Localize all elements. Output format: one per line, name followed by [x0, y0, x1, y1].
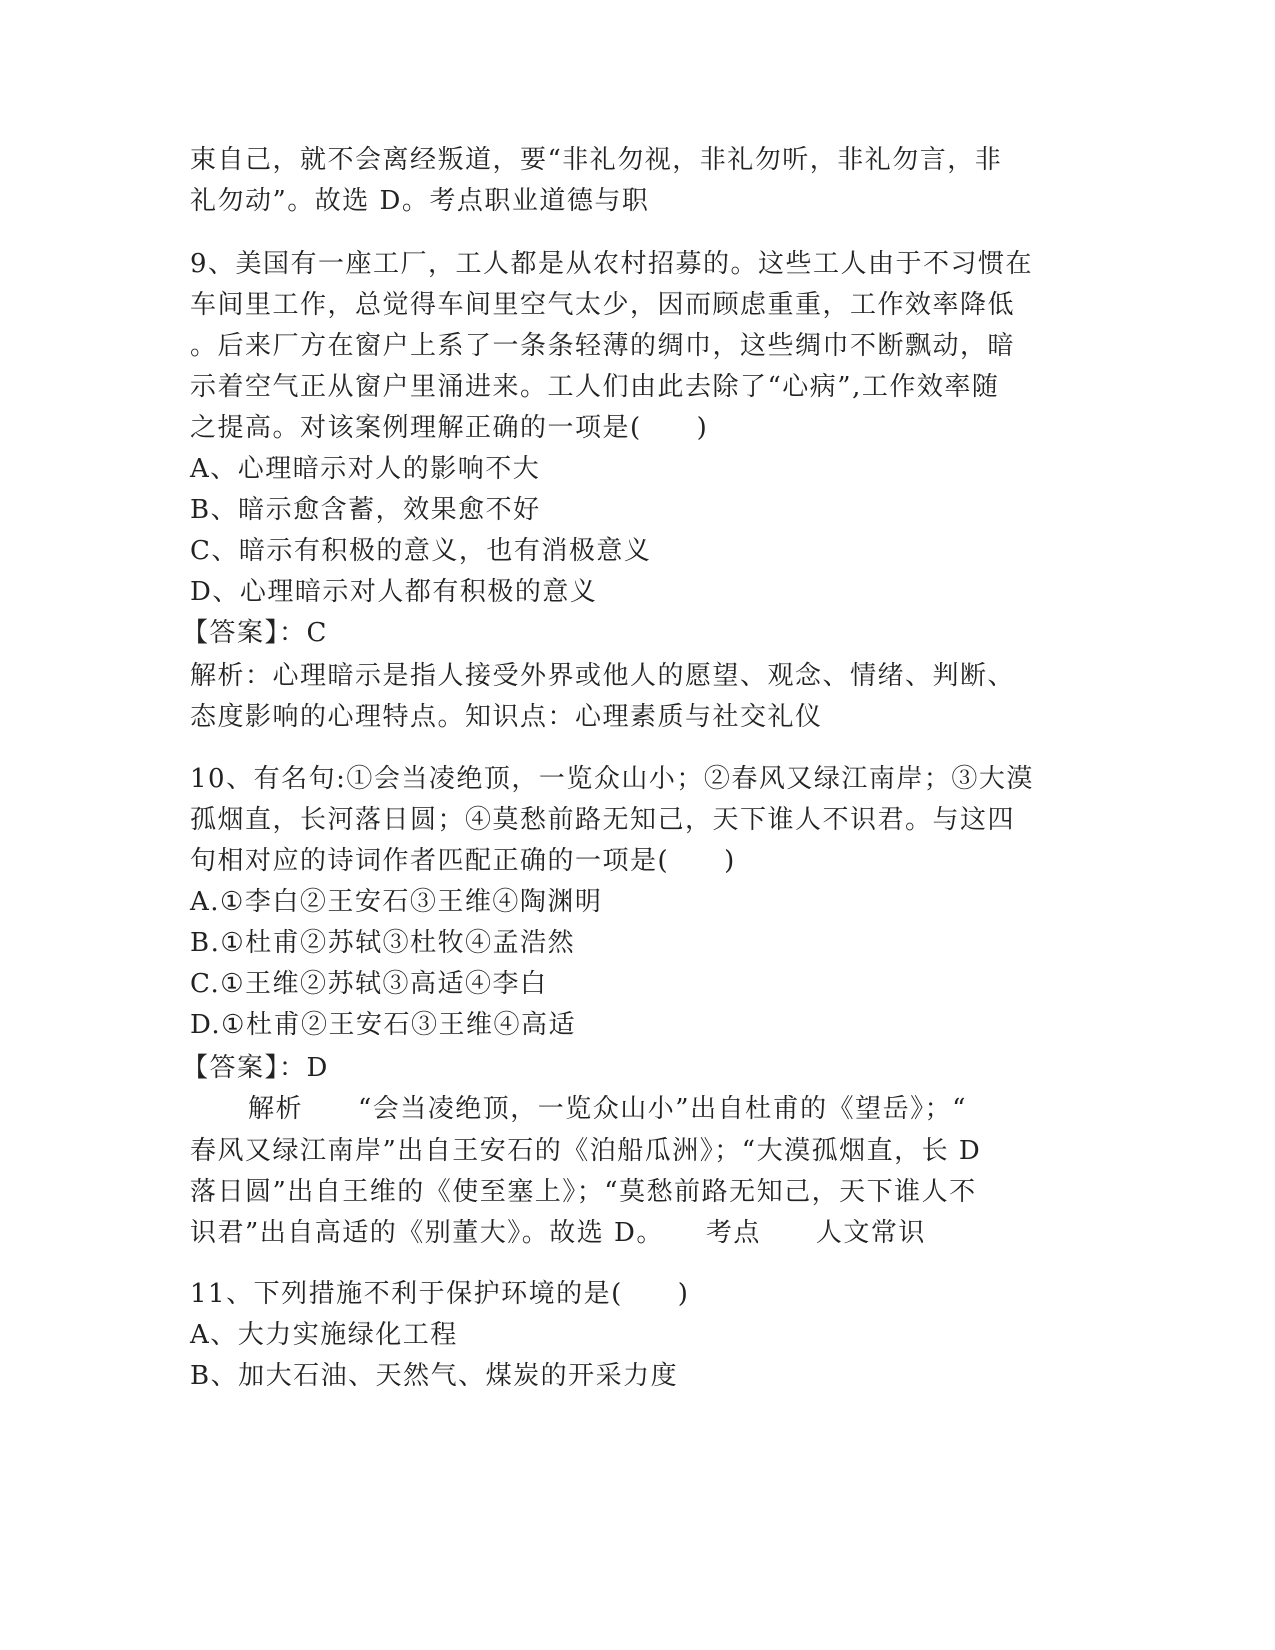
q9-option-d: D、心理暗示对人都有积极的意义	[190, 577, 598, 607]
q10-option-d: D.①杜甫②王安石③王维④高适	[190, 1010, 576, 1040]
q9-stem-line: 示着空气正从窗户里涌进来。工人们由此去除了“心病”,工作效率随	[190, 372, 1000, 402]
q10-stem-line: 10、有名句:①会当凌绝顶，一览众山小；②春风又绿江南岸；③大漠	[190, 764, 1034, 794]
q10-analysis-line: 春风又绿江南岸”出自王安石的《泊船瓜洲》；“大漠孤烟直，长 D	[190, 1136, 982, 1166]
q10-analysis-line: 解析 “会当凌绝顶，一览众山小”出自杜甫的《望岳》；“	[248, 1094, 967, 1124]
q9-stem-line: 9、美国有一座工厂，工人都是从农村招募的。这些工人由于不习惯在	[190, 249, 1034, 279]
q9-analysis-line: 解析：心理暗示是指人接受外界或他人的愿望、观念、情绪、判断、	[190, 661, 1016, 691]
q10-analysis-line: 落日圆”出自王维的《使至塞上》；“莫愁前路无知己，天下谁人不	[190, 1177, 977, 1207]
q9-stem-line: 。后来厂方在窗户上系了一条条轻薄的绸巾，这些绸巾不断飘动，暗	[190, 331, 1016, 361]
q11-option-a: A、大力实施绿化工程	[190, 1320, 458, 1350]
q9-analysis-line: 态度影响的心理特点。知识点：心理素质与社交礼仪	[190, 702, 823, 732]
q9-option-a: A、心理暗示对人的影响不大	[190, 454, 541, 484]
q9-answer: 【答案】：C	[182, 618, 328, 648]
q10-analysis-line: 识君”出自高适的《别董大》。故选 D。 考点 人文常识	[190, 1218, 926, 1248]
q10-option-b: B.①杜甫②苏轼③杜牧④孟浩然	[190, 928, 576, 958]
q10-answer: 【答案】：D	[182, 1053, 329, 1083]
q9-stem-line: 车间里工作，总觉得车间里空气太少，因而顾虑重重，工作效率降低	[190, 290, 1016, 320]
q9-stem-line: 之提高。对该案例理解正确的一项是( )	[190, 413, 709, 443]
q9-option-b: B、暗示愈含蓄，效果愈不好	[190, 495, 541, 525]
q10-option-a: A.①李白②王安石③王维④陶渊明	[190, 887, 603, 917]
q10-option-c: C.①王维②苏轼③高适④李白	[190, 969, 548, 999]
q11-option-b: B、加大石油、天然气、煤炭的开采力度	[190, 1361, 679, 1391]
q11-stem-line: 11、下列措施不利于保护环境的是( )	[190, 1279, 690, 1309]
continuation-line: 束自己，就不会离经叛道，要“非礼勿视，非礼勿听，非礼勿言，非	[190, 145, 1003, 175]
q10-stem-line: 孤烟直，长河落日圆；④莫愁前路无知己，天下谁人不识君。与这四	[190, 805, 1016, 835]
q10-stem-line: 句相对应的诗词作者匹配正确的一项是( )	[190, 846, 736, 876]
q9-option-c: C、暗示有积极的意义，也有消极意义	[190, 536, 652, 566]
continuation-line: 礼勿动”。故选 D。考点职业道德与职	[190, 186, 650, 216]
